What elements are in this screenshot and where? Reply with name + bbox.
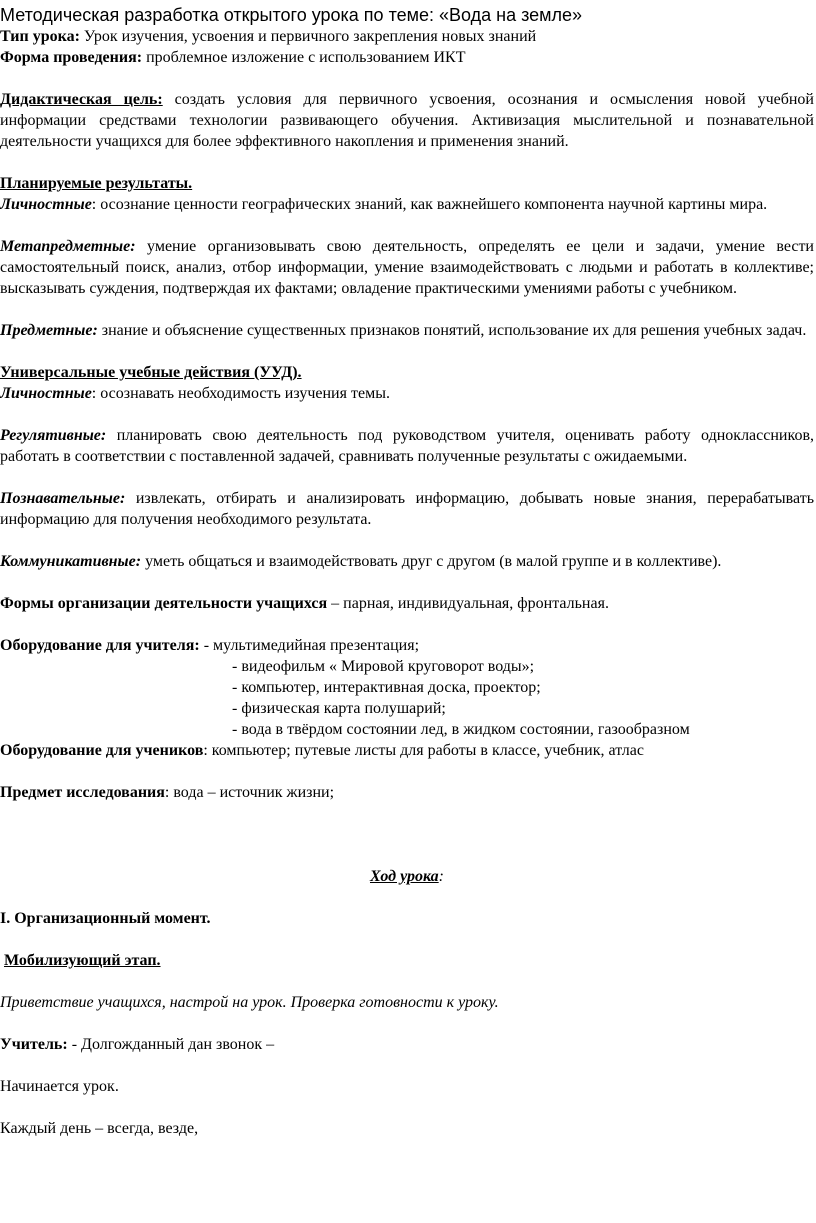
activity-forms-label: Формы организации деятельности учащихся bbox=[0, 595, 328, 612]
course-heading: Ход урока: bbox=[369, 868, 444, 885]
planned-personal-label: Личностные bbox=[0, 196, 92, 213]
teacher-equipment-item: - физическая карта полушарий; bbox=[232, 700, 446, 717]
lesson-form bbox=[0, 47, 814, 68]
lesson-form-label: Форма проведения: bbox=[0, 49, 143, 66]
teacher-line-label: Учитель: bbox=[0, 1036, 68, 1053]
greeting-text: Приветствие учащихся, настрой на урок. Проверка готовности к уроку. bbox=[0, 994, 499, 1011]
teacher-line-text: - Долгожданный дан звонок – bbox=[67, 1036, 275, 1053]
verse-line: Начинается урок. bbox=[0, 1078, 119, 1095]
planned-personal-text: : осознание ценности географических знаний, как важнейшего компонента научной картины мира. bbox=[91, 196, 768, 213]
uud-communicative-label: Коммуникативные: bbox=[0, 553, 142, 570]
teacher-equipment-item: - компьютер, интерактивная доска, проектор; bbox=[232, 679, 541, 696]
uud-communicative-text: уметь общаться и взаимодействовать друг с другом (в малой группе и в коллективе). bbox=[141, 553, 722, 570]
uud-regulative bbox=[0, 425, 814, 467]
lesson-form-text: проблемное изложение с использованием ИКТ bbox=[142, 49, 466, 66]
course-colon: : bbox=[438, 868, 444, 885]
teacher-equipment bbox=[0, 635, 814, 656]
activity-forms bbox=[0, 593, 814, 614]
uud-cognitive-text: извлекать, отбирать и анализировать информацию, добывать новые знания, перерабатывать информацию для получения необходимого результата. bbox=[0, 490, 814, 528]
section-heading: I. Организационный момент. bbox=[0, 910, 211, 927]
teacher-equipment-label: Оборудование для учителя: bbox=[0, 637, 200, 654]
uud-communicative bbox=[0, 551, 814, 572]
uud-personal bbox=[0, 383, 814, 404]
uud-personal-text: : осознавать необходимость изучения темы. bbox=[91, 385, 390, 402]
teacher-line bbox=[0, 1034, 814, 1055]
research-subject bbox=[0, 782, 814, 803]
planned-metasubject-label: Метапредметные: bbox=[0, 238, 136, 255]
document-title: Методическая разработка открытого урока по теме: «Вода на земле» bbox=[0, 5, 583, 25]
didactic-goal-text: создать условия для первичного усвоения, осознания и осмысления новой учебной информации средствами технологии развивающего обучения. Активизация мыслительной и познавательной деятельности учащихся для более эффективного накопления и применения знаний. bbox=[0, 91, 814, 150]
lesson-type bbox=[0, 26, 814, 47]
research-subject-label: Предмет исследования bbox=[0, 784, 165, 801]
uud-personal-label: Личностные bbox=[0, 385, 92, 402]
uud-cognitive-label: Познавательные: bbox=[0, 490, 126, 507]
research-subject-text: : вода – источник жизни; bbox=[164, 784, 335, 801]
planned-subject-label: Предметные: bbox=[0, 322, 98, 339]
student-equipment bbox=[0, 740, 814, 761]
uud-heading: Универсальные учебные действия (УУД). bbox=[0, 364, 302, 381]
lesson-type-label: Тип урока: bbox=[0, 28, 80, 45]
stage-heading: Мобилизующий этап. bbox=[4, 952, 161, 969]
uud-regulative-text: планировать свою деятельность под руководством учителя, оценивать работу одноклассников, работать в соответствии с поставленной задачей, сравнивать полученные результаты с ожидаемыми. bbox=[0, 427, 814, 465]
lesson-type-text: Урок изучения, усвоения и первичного закрепления новых знаний bbox=[79, 28, 537, 45]
student-equipment-label: Оборудование для учеников bbox=[0, 742, 204, 759]
planned-metasubject bbox=[0, 236, 814, 299]
didactic-goal bbox=[0, 89, 814, 152]
planned-subject bbox=[0, 320, 814, 341]
didactic-goal-label: Дидактическая цель: bbox=[0, 91, 163, 108]
planned-results-heading: Планируемые результаты. bbox=[0, 175, 193, 192]
verse-line: Каждый день – всегда, везде, bbox=[0, 1120, 199, 1137]
activity-forms-text: – парная, индивидуальная, фронтальная. bbox=[327, 595, 609, 612]
teacher-equipment-first: - мультимедийная презентация; bbox=[199, 637, 420, 654]
uud-cognitive bbox=[0, 488, 814, 530]
planned-metasubject-text: умение организовывать свою деятельность, определять ее цели и задачи, умение вести самостоятельный поиск, анализ, отбор информации, умение взаимодействовать с людьми и работать в коллективе; высказывать суждения, подтверждая их фактами; овладение практическими умениями работы с учебником. bbox=[0, 238, 814, 297]
teacher-equipment-item: - видеофильм « Мировой круговорот воды»; bbox=[232, 658, 535, 675]
student-equipment-text: : компьютер; путевые листы для работы в классе, учебник, атлас bbox=[203, 742, 644, 759]
uud-regulative-label: Регулятивные: bbox=[0, 427, 107, 444]
planned-personal bbox=[0, 194, 814, 215]
planned-subject-text: знание и объяснение существенных признаков понятий, использование их для решения учебных задач. bbox=[97, 322, 807, 339]
teacher-equipment-item: - вода в твёрдом состоянии лед, в жидком состоянии, газообразном bbox=[232, 721, 690, 738]
document-page bbox=[0, 4, 814, 1139]
